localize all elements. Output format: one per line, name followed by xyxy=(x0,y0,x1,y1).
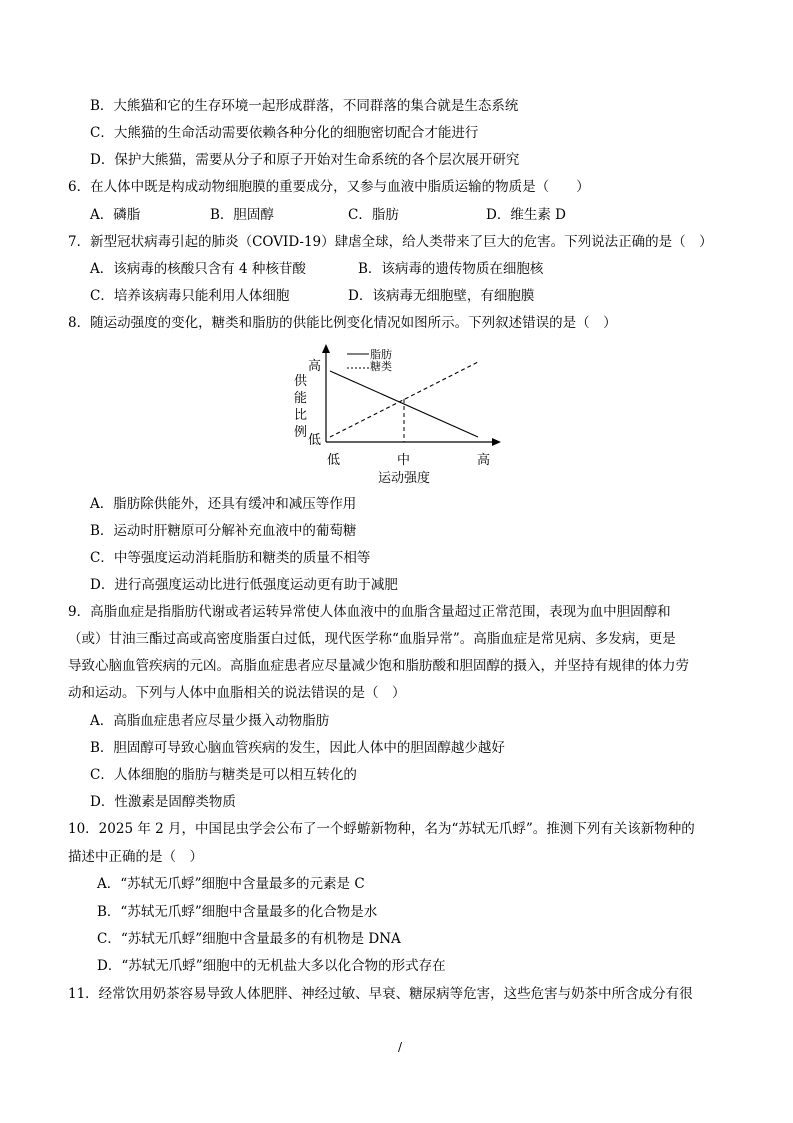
x-axis-arrow xyxy=(492,438,501,446)
q9-option-a: A．高脂血症患者应尽量少摄入动物脂肪 xyxy=(90,713,330,729)
legend-fat-label: 脂肪 xyxy=(370,348,392,361)
q9-option-d: D．性激素是固醇类物质 xyxy=(90,794,236,810)
x-tick-low: 低 xyxy=(327,453,341,468)
q5-option-d: D．保护大熊猫，需要从分子和原子开始对生命系统的各个层次展开研究 xyxy=(90,152,520,168)
q7-option-b: B．该病毒的遗传物质在细胞核 xyxy=(358,261,544,277)
q8-option-c: C．中等强度运动消耗脂肪和糖类的质量不相等 xyxy=(90,550,371,566)
q8-option-a: A．脂肪除供能外，还具有缓冲和减压等作用 xyxy=(90,496,357,512)
q9-stem-line-3: 导致心脑血管疾病的元凶。高脂血症患者应尽量减少饱和脂肪酸和胆固醇的摄入，并坚持有规律的体力劳 xyxy=(68,658,689,674)
y-tick-low: 低 xyxy=(308,433,322,448)
q7-option-d: D．该病毒无细胞壁，有细胞膜 xyxy=(348,288,535,304)
y-tick-high: 高 xyxy=(308,359,322,374)
y-label-char-4: 例 xyxy=(294,425,308,440)
y-label-char-2: 能 xyxy=(294,391,308,406)
y-label-char-3: 比 xyxy=(294,408,308,423)
q10-option-b: B．“苏轼无爪蜉”细胞中含量最多的化合物是水 xyxy=(97,904,378,920)
q5-option-b: B．大熊猫和它的生存环境一起形成群落，不同群落的集合就是生态系统 xyxy=(90,98,519,114)
q6-option-c: C．脂肪 xyxy=(348,207,399,223)
q6-option-d: D．维生素 D xyxy=(486,207,566,223)
q7-option-a: A．该病毒的核酸只含有 4 种核苷酸 xyxy=(90,261,306,277)
q10-option-d: D．“苏轼无爪蜉”细胞中的无机盐大多以化合物的形式存在 xyxy=(97,958,446,974)
q7-stem: 7．新型冠状病毒引起的肺炎（COVID-19）肆虐全球，给人类带来了巨大的危害。下列说法正确的是（ ） xyxy=(68,234,713,250)
legend-carb-label: 糖类 xyxy=(370,360,392,373)
q9-stem-line-4: 动和运动。下列与人体中血脂相关的说法错误的是（ ） xyxy=(68,685,406,701)
y-label-char-1: 供 xyxy=(294,374,308,389)
q9-option-b: B．胆固醇可导致心脑血管疾病的发生，因此人体中的胆固醇越少越好 xyxy=(90,740,505,756)
q8-option-d: D．进行高强度运动比进行低强度运动更有助于减肥 xyxy=(90,577,398,593)
q6-stem: 6．在人体中既是构成动物细胞膜的重要成分，又参与血液中脂质运输的物质是（ ） xyxy=(68,179,590,195)
energy-supply-chart xyxy=(290,342,510,490)
y-axis-arrow xyxy=(322,344,330,353)
q6-option-a: A．磷脂 xyxy=(90,207,141,223)
q5-option-c: C．大熊猫的生命活动需要依赖各种分化的细胞密切配合才能进行 xyxy=(90,125,479,141)
x-axis-label: 运动强度 xyxy=(378,471,431,486)
q7-option-c: C．培养该病毒只能利用人体细胞 xyxy=(90,288,290,304)
x-tick-high: 高 xyxy=(477,453,491,468)
page-footer-mark: / xyxy=(398,1040,403,1054)
q9-stem-line-1: 9．高脂血症是指脂肪代谢或者运转异常使人体血液中的血脂含量超过正常范围，表现为血中胆固醇和 xyxy=(68,604,671,620)
q6-option-b: B．胆固醇 xyxy=(210,207,274,223)
x-tick-mid: 中 xyxy=(397,453,411,468)
q10-option-c: C．“苏轼无爪蜉”细胞中含量最多的有机物是 DNA xyxy=(97,931,401,947)
q9-stem-line-2: （或）甘油三酯过高或高密度脂蛋白过低，现代医学称“血脂异常”。高脂血症是常见病、多发病，更是 xyxy=(68,631,676,647)
y-axis-label xyxy=(294,374,311,440)
q10-option-a: A．“苏轼无爪蜉”细胞中含量最多的元素是 C xyxy=(97,876,365,892)
q10-stem-line-1: 10．2025 年 2 月，中国昆虫学会公布了一个蜉蝣新物种，名为“苏轼无爪蜉”。推测下列有关该新物种的 xyxy=(68,821,695,837)
q8-stem: 8．随运动强度的变化，糖类和脂肪的供能比例变化情况如图所示。下列叙述错误的是（ ） xyxy=(68,315,617,331)
q8-option-b: B．运动时肝糖原可分解补充血液中的葡萄糖 xyxy=(90,523,357,539)
q9-option-c: C．人体细胞的脂肪与糖类是可以相互转化的 xyxy=(90,767,357,783)
q11-stem: 11．经常饮用奶茶容易导致人体肥胖、神经过敏、早衰、糖尿病等危害，这些危害与奶茶中所含成分有很 xyxy=(68,986,693,1002)
q10-stem-line-2: 描述中正确的是（ ） xyxy=(68,849,203,865)
